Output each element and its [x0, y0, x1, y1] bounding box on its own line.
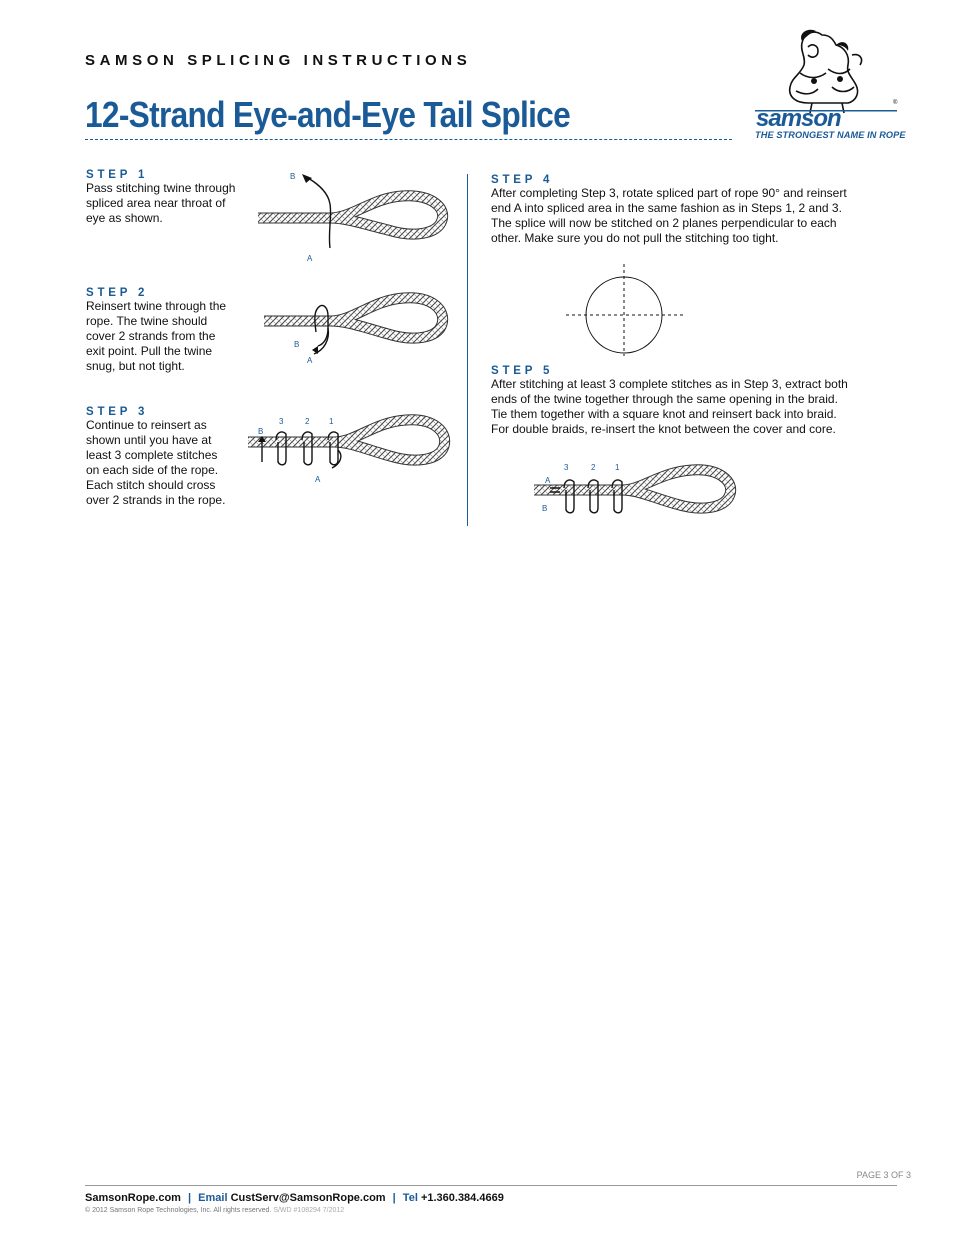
samson-figure-icon — [790, 32, 862, 113]
document-kicker: SAMSON SPLICING INSTRUCTIONS — [85, 52, 472, 69]
samson-logo — [752, 25, 904, 143]
step-3-line: Continue to reinsert as — [86, 418, 207, 432]
step-4-heading: STEP 4 — [491, 174, 554, 186]
step-2-heading: STEP 2 — [86, 287, 149, 299]
step-4-line: end A into spliced area in the same fashion as in Steps 1, 2 and 3. — [491, 201, 842, 215]
step-4-line: After completing Step 3, rotate spliced part of rope 90° and reinsert — [491, 186, 847, 200]
label-b: B — [258, 427, 264, 436]
copyright-text — [85, 1207, 344, 1214]
step-3-heading: STEP 3 — [86, 406, 149, 418]
step-1-line: Pass stitching twine through — [86, 181, 236, 195]
footer-divider — [85, 1185, 897, 1186]
step-5-line: For double braids, re-insert the knot between the cover and core. — [491, 422, 836, 436]
step-1-text — [86, 181, 256, 226]
step-5-text — [491, 377, 881, 437]
step-5-line: ends of the twine together through the same opening in the braid. — [491, 392, 838, 406]
step-1-heading: STEP 1 — [86, 169, 149, 181]
footer-separator: | — [188, 1192, 192, 1204]
step-4-text — [491, 186, 881, 246]
step-4 — [491, 174, 881, 246]
label-3: 3 — [279, 417, 284, 426]
label-a: A — [545, 476, 551, 485]
step-3-line: on each side of the rope. — [86, 463, 219, 477]
email-label: Email — [198, 1192, 228, 1204]
step-5-diagram — [530, 458, 740, 522]
label-1: 1 — [329, 417, 334, 426]
step-2-line: Reinsert twine through the — [86, 299, 227, 313]
step-2-diagram — [258, 288, 452, 370]
label-1: 1 — [615, 463, 620, 472]
step-2-text — [86, 299, 256, 374]
label-2: 2 — [591, 463, 596, 472]
step-3-diagram — [244, 412, 454, 490]
label-a: A — [307, 356, 313, 365]
step-5 — [491, 365, 881, 437]
step-2-line: rope. The twine should — [86, 314, 208, 328]
step-1-diagram — [252, 168, 452, 268]
step-2-line: snug, but not tight. — [86, 359, 185, 373]
step-5-heading: STEP 5 — [491, 365, 554, 377]
svg-text:®: ® — [893, 100, 898, 106]
tel-link[interactable]: +1.360.384.4669 — [420, 1192, 504, 1204]
email-link[interactable]: CustServ@SamsonRope.com — [230, 1192, 386, 1204]
step-2 — [86, 287, 256, 374]
page-title: 12-Strand Eye-and-Eye Tail Splice — [85, 94, 571, 135]
footer-contact — [85, 1192, 504, 1204]
step-4-line: other. Make sure you do not pull the stitching too tight. — [491, 231, 779, 245]
step-3 — [86, 406, 256, 508]
step-5-line: Tie them together with a square knot and reinsert back into braid. — [491, 407, 837, 421]
label-3: 3 — [564, 463, 569, 472]
step-3-line: over 2 strands in the rope. — [86, 493, 226, 507]
tel-label: Tel — [402, 1192, 418, 1204]
step-1-line: spliced area near throat of — [86, 196, 226, 210]
arrow-head-icon — [302, 174, 312, 183]
step-4-cross-section-diagram — [562, 262, 688, 358]
title-divider — [85, 139, 732, 140]
label-2: 2 — [305, 417, 310, 426]
label-a: A — [307, 254, 313, 263]
step-3-line: shown until you have at — [86, 433, 212, 447]
step-2-line: cover 2 strands from the — [86, 329, 216, 343]
arrow-head-icon — [312, 346, 318, 354]
step-3-line: least 3 complete stitches — [86, 448, 218, 462]
website-link[interactable]: SamsonRope.com — [85, 1192, 181, 1204]
copyright-notice: © 2012 Samson Rope Technologies, Inc. All rights reserved. — [85, 1207, 272, 1214]
footer-separator: | — [392, 1192, 396, 1204]
step-2-line: exit point. Pull the twine — [86, 344, 213, 358]
label-a: A — [315, 475, 321, 484]
step-1 — [86, 169, 256, 226]
column-divider — [467, 174, 468, 526]
page-number: PAGE 3 OF 3 — [856, 1170, 911, 1180]
step-5-line: After stitching at least 3 complete stitches as in Step 3, extract both — [491, 377, 848, 391]
label-b: B — [294, 340, 300, 349]
step-3-line: Each stitch should cross — [86, 478, 216, 492]
logo-wordmark: samson — [756, 105, 841, 132]
label-b: B — [290, 172, 296, 181]
step-1-line: eye as shown. — [86, 211, 163, 225]
step-4-line: The splice will now be stitched on 2 planes perpendicular to each — [491, 216, 837, 230]
label-b: B — [542, 504, 548, 513]
document-code: S/WD #108294 7/2012 — [273, 1207, 345, 1214]
brand-tagline: THE STRONGEST NAME IN ROPE — [755, 130, 906, 140]
step-3-text — [86, 418, 256, 508]
